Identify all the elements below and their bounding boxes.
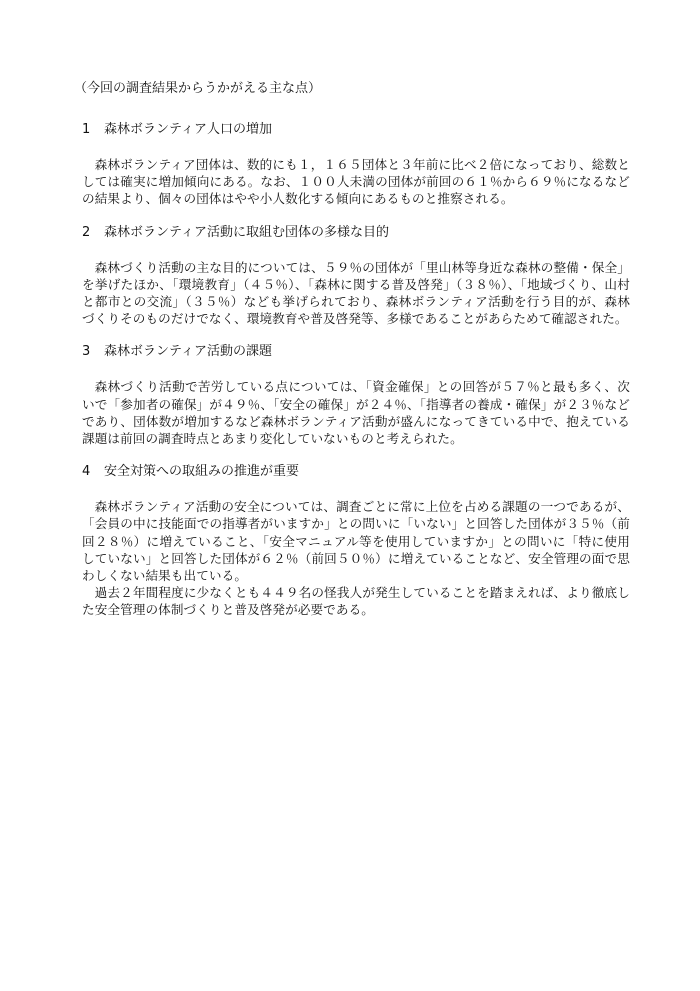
section-paragraph: 森林ボランティア団体は、数的にも１，１６５団体と３年前に比べ２倍になっており、総数としては確実に増加傾向にある。なお、１００人未満の団体が前回の６１％から６９％になるなどの結果より、個々の団体はやや小人数化する傾向にあるものと推察される。 [82,157,630,207]
section-heading [82,463,630,481]
section-title: 安全対策への取組みの推進が重要 [104,464,300,480]
section-1 [82,121,630,208]
intro-heading: （今回の調査結果からうかがえる主な点） [74,81,322,96]
section-title: 森林ボランティア活動に取組む団体の多様な目的 [104,224,389,240]
section-heading [82,343,630,361]
section-number: 4 [82,464,91,480]
section-title: 森林ボランティア活動の課題 [104,344,272,360]
section-4 [82,463,630,618]
section-heading [82,121,630,139]
section-paragraph: 過去２年間程度に少なくとも４４９名の怪我人が発生していることを踏まえれば、より徹底した安全管理の体制づくりと普及啓発が必要である。 [82,585,630,618]
section-number: 3 [82,344,91,360]
section-paragraph: 森林ボランティア活動の安全については、調査ごとに常に上位を占める課題の一つであるが、「会員の中に技能面での指導者がいますか」との問いに「いない」と回答した団体が３５％（前回２８％）に増えていること、「安全マニュアル等を使用していますか」との問いに「特に使用していない」と回答した団体が６２％（前回５０％）に増えていることなど、安全管理の面で思わしくない結果も出ている。 [82,499,630,584]
document-body [74,80,630,619]
section-paragraph: 森林づくり活動で苦労している点については、「資金確保」との回答が５７％と最も多く、次いで「参加者の確保」が４９％、「安全の確保」が２４％、「指導者の養成・確保」が２３％などであり、団体数が増加するなど森林ボランティア活動が盛んになってきている中で、抱えている課題は前回の調査時点とあまり変化していないものと考えられた。 [82,379,630,447]
section-3 [82,343,630,447]
section-number: 2 [82,224,91,240]
section-title: 森林ボランティア人口の増加 [104,122,272,137]
section-heading [82,224,630,242]
section-2 [82,224,630,328]
section-number: 1 [82,122,91,137]
section-paragraph: 森林づくり活動の主な目的については、５９％の団体が「里山林等身近な森林の整備・保全」を挙げたほか、「環境教育」（４５％）、「森林に関する普及啓発」（３８％）、「地域づくり、山村と都市との交流」（３５％）なども挙げられており、森林ボランティア活動を行う目的が、森林づくりそのものだけでなく、環境教育や普及啓発等、多様であることがあらためて確認された。 [82,259,630,327]
